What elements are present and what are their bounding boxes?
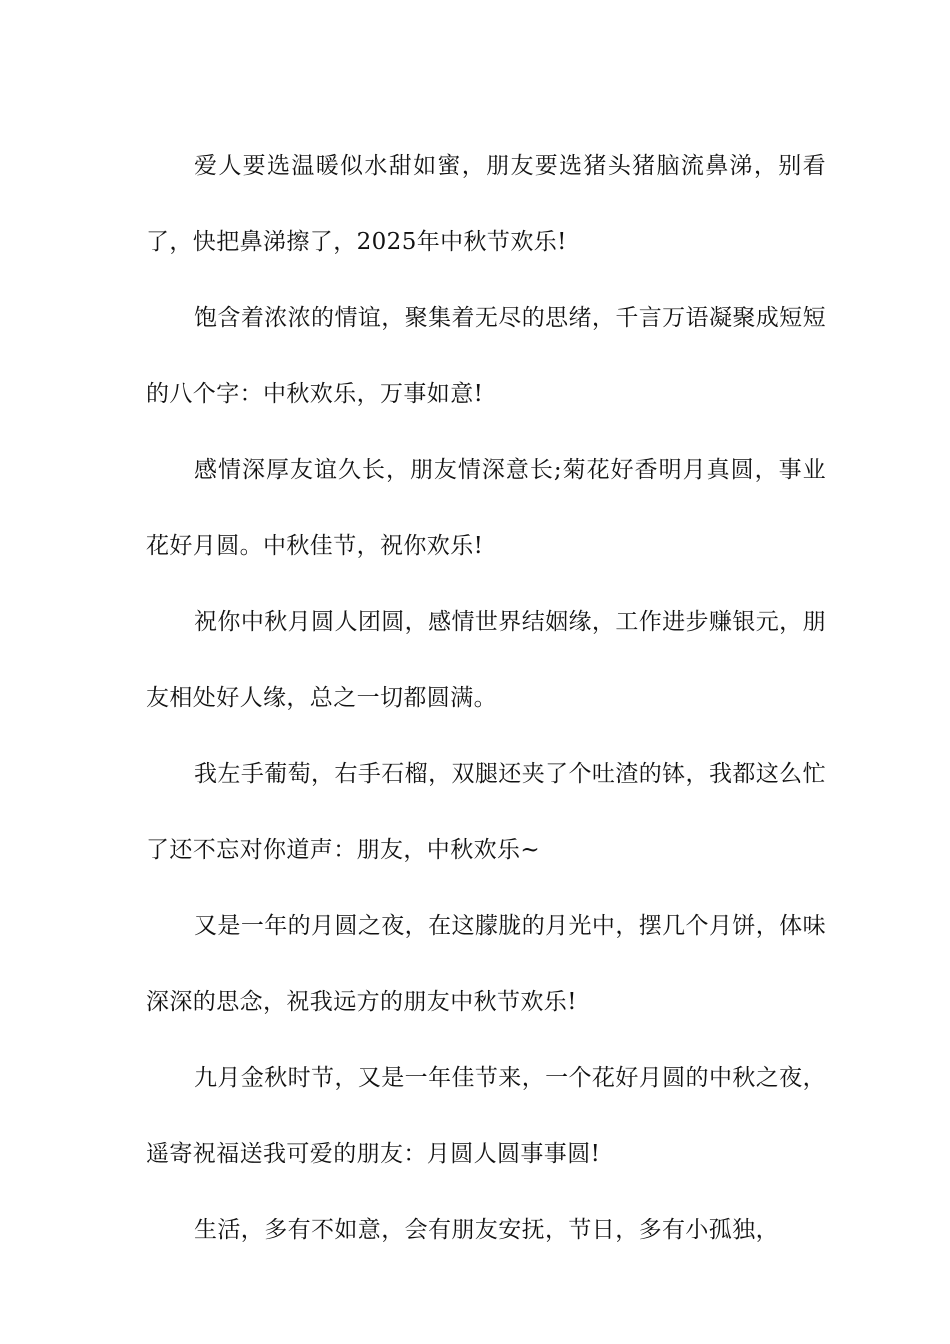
paragraph: 生活，多有不如意，会有朋友安抚，节日，多有小孤独， [194,1217,779,1243]
document-body [146,128,826,1268]
paragraph: 九月金秋时节，又是一年佳节来，一个花好月圆的中秋之夜，遥寄祝福送我可爱的朋友：月圆人圆事事圆! [146,1065,826,1167]
paragraph: 饱含着浓浓的情谊，聚集着无尽的思绪，千言万语凝聚成短短的八个字：中秋欢乐，万事如意! [146,305,826,407]
paragraph: 我左手葡萄，右手石榴，双腿还夹了个吐渣的钵，我都这么忙了还不忘对你道声：朋友，中秋欢乐~ [146,761,826,863]
paragraph: 又是一年的月圆之夜，在这朦胧的月光中，摆几个月饼，体味深深的思念，祝我远方的朋友中秋节欢乐! [146,913,826,1015]
paragraph: 感情深厚友谊久长，朋友情深意长;菊花好香明月真圆，事业花好月圆。中秋佳节，祝你欢乐! [146,457,826,559]
paragraph: 爱人要选温暖似水甜如蜜，朋友要选猪头猪脑流鼻涕，别看了，快把鼻涕擦了，2025年中秋节欢乐! [146,153,826,255]
paragraph: 祝你中秋月圆人团圆，感情世界结姻缘，工作进步赚银元，朋友相处好人缘，总之一切都圆满。 [146,609,826,711]
